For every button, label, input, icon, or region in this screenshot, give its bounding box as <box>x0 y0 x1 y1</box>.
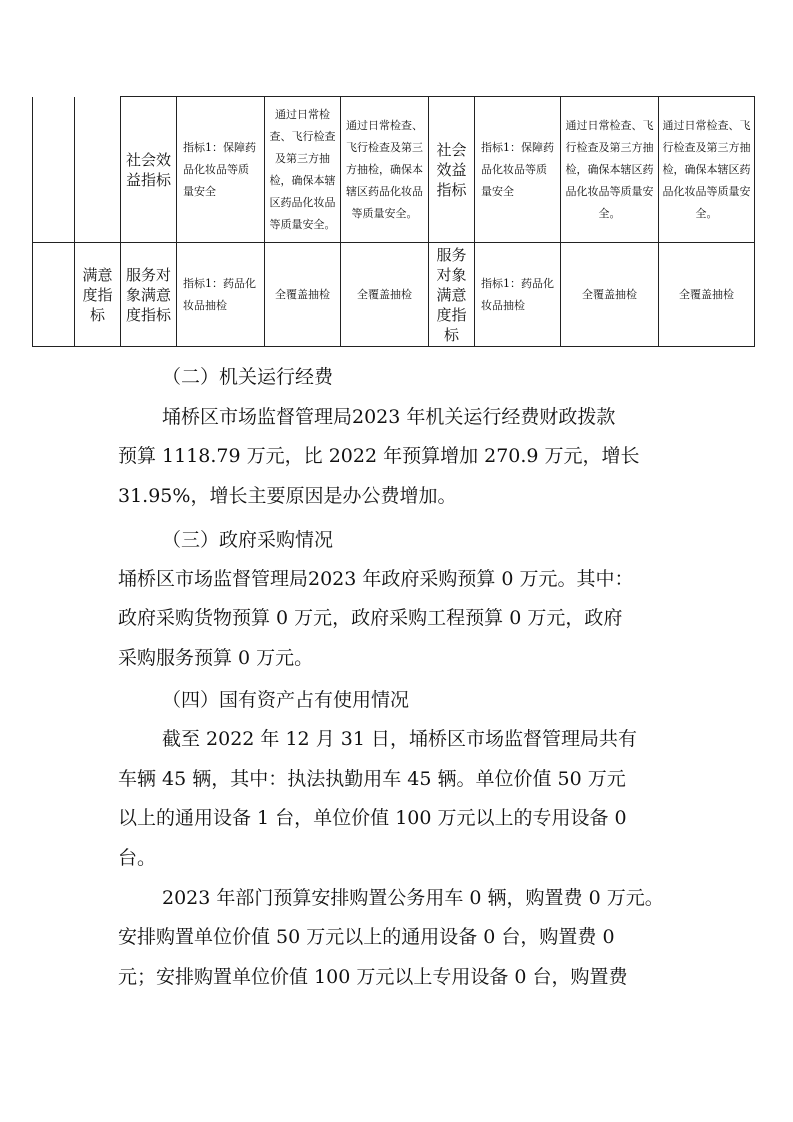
table-cell: 全覆盖抽检 <box>341 243 429 347</box>
paragraph-line: 以上的通用设备 1 台，单位价值 100 万元以上的专用设备 0 <box>118 807 627 829</box>
performance-table <box>32 96 755 347</box>
table-cell: 指标1：药品化妆品抽检 <box>177 243 265 347</box>
paragraph-line: 截至 2022 年 12 月 31 日，埇桥区市场监督管理局共有 <box>162 728 637 750</box>
paragraph-line: 2023 年部门预算安排购置公务用车 0 辆，购置费 0 万元。 <box>162 887 664 909</box>
paragraph-line: 埇桥区市场监督管理局2023 年机关运行经费财政拨款 <box>162 406 616 428</box>
table-cell: 全覆盖抽检 <box>265 243 341 347</box>
paragraph-line: 安排购置单位价值 50 万元以上的通用设备 0 台，购置费 0 <box>118 926 615 948</box>
table-row <box>33 97 755 243</box>
table-cell: 通过日常检查、飞行检查及第三方抽检，确保本辖区药品化妆品等质量安全。 <box>341 97 429 243</box>
table-cell: 指标1：保障药品化妆品等质量安全 <box>475 97 561 243</box>
section-heading: （四）国有资产占有使用情况 <box>162 689 410 711</box>
paragraph-line: 采购服务预算 0 万元。 <box>118 647 314 669</box>
paragraph-line: 车辆 45 辆，其中：执法执勤用车 45 辆。单位价值 50 万元 <box>118 768 626 790</box>
table-cell: 通过日常检查、飞行检查及第三方抽检，确保本辖区药品化妆品等质量安全。 <box>561 97 659 243</box>
table-cell: 指标1：药品化妆品抽检 <box>475 243 561 347</box>
table-cell: 社会效益指标 <box>121 97 177 243</box>
table-cell: 服务对象满意度指标 <box>121 243 177 347</box>
section-heading: （三）政府采购情况 <box>162 529 334 551</box>
table-cell: 通过日常检查、飞行检查及第三方抽检，确保本辖区药品化妆品等质量安全。 <box>265 97 341 243</box>
paragraph-line: 元；安排购置单位价值 100 万元以上专用设备 0 台，购置费 <box>118 966 628 988</box>
table-cell <box>33 243 75 347</box>
table-row <box>33 243 755 347</box>
paragraph-line: 31.95%，增长主要原因是办公费增加。 <box>118 485 457 507</box>
table-cell: 全覆盖抽检 <box>659 243 755 347</box>
table-cell: 全覆盖抽检 <box>561 243 659 347</box>
table-cell: 指标1：保障药品化妆品等质量安全 <box>177 97 265 243</box>
table-cell: 通过日常检查、飞行检查及第三方抽检，确保本辖区药品化妆品等质量安全。 <box>659 97 755 243</box>
table-cell <box>75 97 121 243</box>
table-cell: 服务对象满意度指标 <box>429 243 475 347</box>
paragraph-line: 政府采购货物预算 0 万元，政府采购工程预算 0 万元，政府 <box>118 607 623 629</box>
table-cell <box>33 97 75 243</box>
paragraph-line: 预算 1118.79 万元，比 2022 年预算增加 270.9 万元，增长 <box>118 445 640 467</box>
table-cell: 满意度指标 <box>75 243 121 347</box>
table-cell: 社会效益指标 <box>429 97 475 243</box>
paragraph-line: 台。 <box>118 847 157 869</box>
paragraph-line: 埇桥区市场监督管理局2023 年政府采购预算 0 万元。其中： <box>118 568 634 590</box>
section-heading: （二）机关运行经费 <box>162 366 334 388</box>
